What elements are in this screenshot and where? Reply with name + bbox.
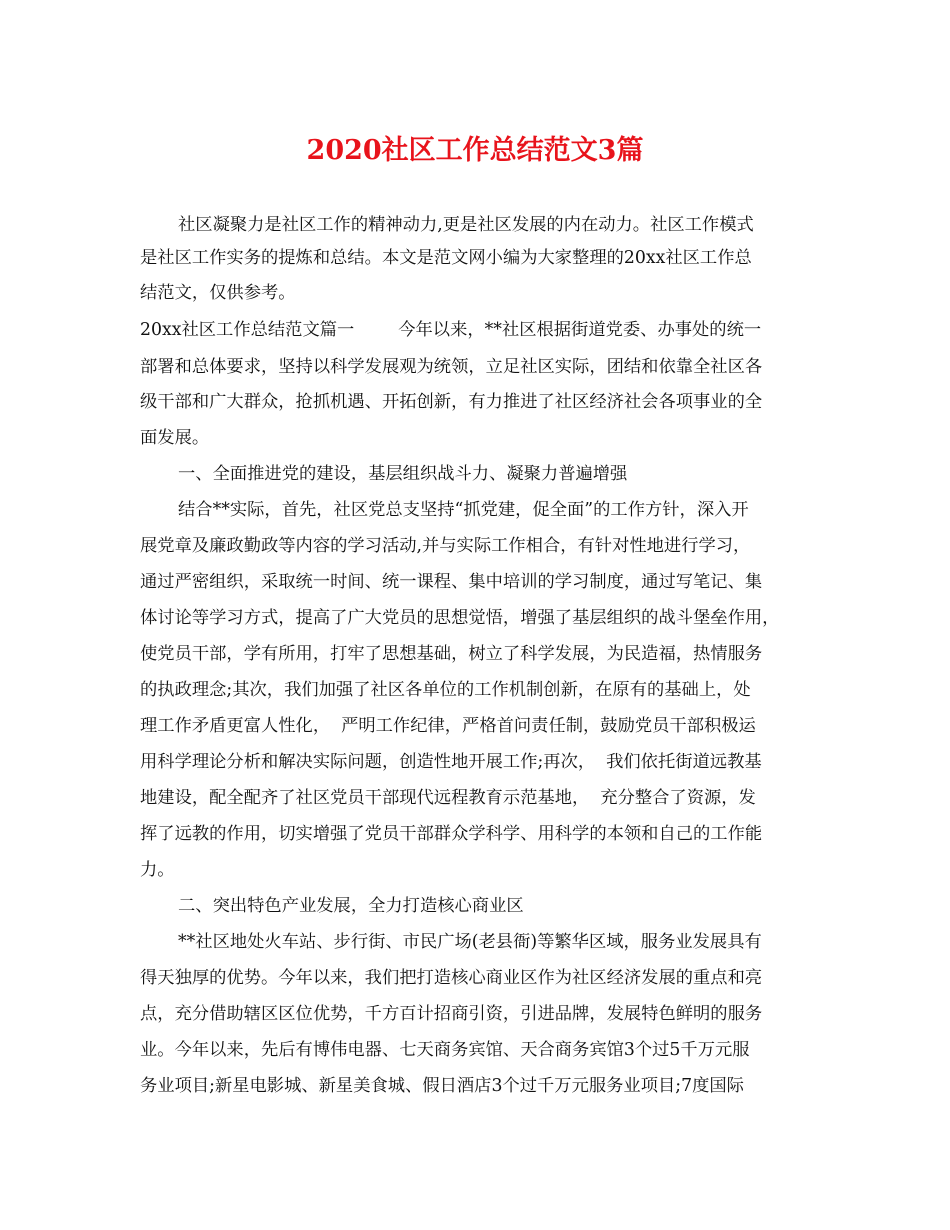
section-heading: 二、突出特色产业发展，全力打造核心商业区: [178, 896, 524, 916]
body-line: 力。: [140, 860, 175, 880]
body-line: 是社区工作实务的提炼和总结。本文是范文网小编为大家整理的20xx社区工作总: [140, 248, 752, 268]
body-line: 体讨论等学习方式，提高了广大党员的思想觉悟，增强了基层组织的战斗堡垒作用，: [140, 608, 780, 628]
section-heading: 一、全面推进党的建设，基层组织战斗力、凝聚力普遍增强: [178, 464, 628, 484]
body-line: 业。今年以来，先后有博伟电器、七天商务宾馆、天合商务宾馆3个过5千万元服: [140, 1040, 750, 1060]
body-line: 结范文，仅供参考。: [140, 283, 296, 303]
body-line: 级干部和广大群众，抢抓机遇、开拓创新，有力推进了社区经济社会各项事业的全: [140, 392, 763, 412]
body-line: 得天独厚的优势。今年以来，我们把打造核心商业区作为社区经济发展的重点和亮: [140, 968, 763, 988]
body-line: 的执政理念;其次，我们加强了社区各单位的工作机制创新，在原有的基础上，处: [140, 680, 751, 700]
body-line: 务业项目;新星电影城、新星美食城、假日酒店3个过千万元服务业项目;7度国际: [140, 1076, 744, 1096]
body-line: 使党员干部，学有所用，打牢了思想基础，树立了科学发展，为民造福，热情服务: [140, 644, 763, 664]
body-line: 地建设，配全配齐了社区党员干部现代远程教育示范基地， 充分整合了资源，发: [140, 788, 756, 808]
body-line: 20xx社区工作总结范文篇一 今年以来，**社区根据街道党委、办事处的统一: [140, 320, 762, 340]
body-line: 部署和总体要求，坚持以科学发展观为统领，立足社区实际，团结和依靠全社区各: [140, 357, 763, 377]
body-line: 通过严密组织，采取统一时间、统一课程、集中培训的学习制度，通过写笔记、集: [140, 572, 763, 592]
body-line: 挥了远教的作用，切实增强了党员干部群众学科学、用科学的本领和自己的工作能: [140, 824, 763, 844]
body-line: 理工作矛盾更富人性化， 严明工作纪律，严格首问责任制，鼓励党员干部积极运: [140, 716, 756, 736]
body-line: **社区地处火车站、步行街、市民广场(老县衙)等繁华区域，服务业发展具有: [178, 932, 762, 952]
document-title: 2020社区工作总结范文3篇: [306, 135, 644, 166]
body-line: 面发展。: [140, 428, 210, 448]
body-line: 展党章及廉政勤政等内容的学习活动,并与实际工作相合，有针对性地进行学习，: [140, 536, 751, 556]
body-line: 用科学理论分析和解决实际问题，创造性地开展工作;再次， 我们依托街道远教基: [140, 752, 762, 772]
body-line: 社区凝聚力是社区工作的精神动力,更是社区发展的内在动力。社区工作模式: [178, 215, 754, 235]
body-line: 结合**实际，首先，社区党总支坚持“抓党建，促全面”的工作方针，深入开: [178, 500, 749, 520]
body-line: 点，充分借助辖区区位优势，千方百计招商引资，引进品牌，发展特色鲜明的服务: [140, 1004, 763, 1024]
